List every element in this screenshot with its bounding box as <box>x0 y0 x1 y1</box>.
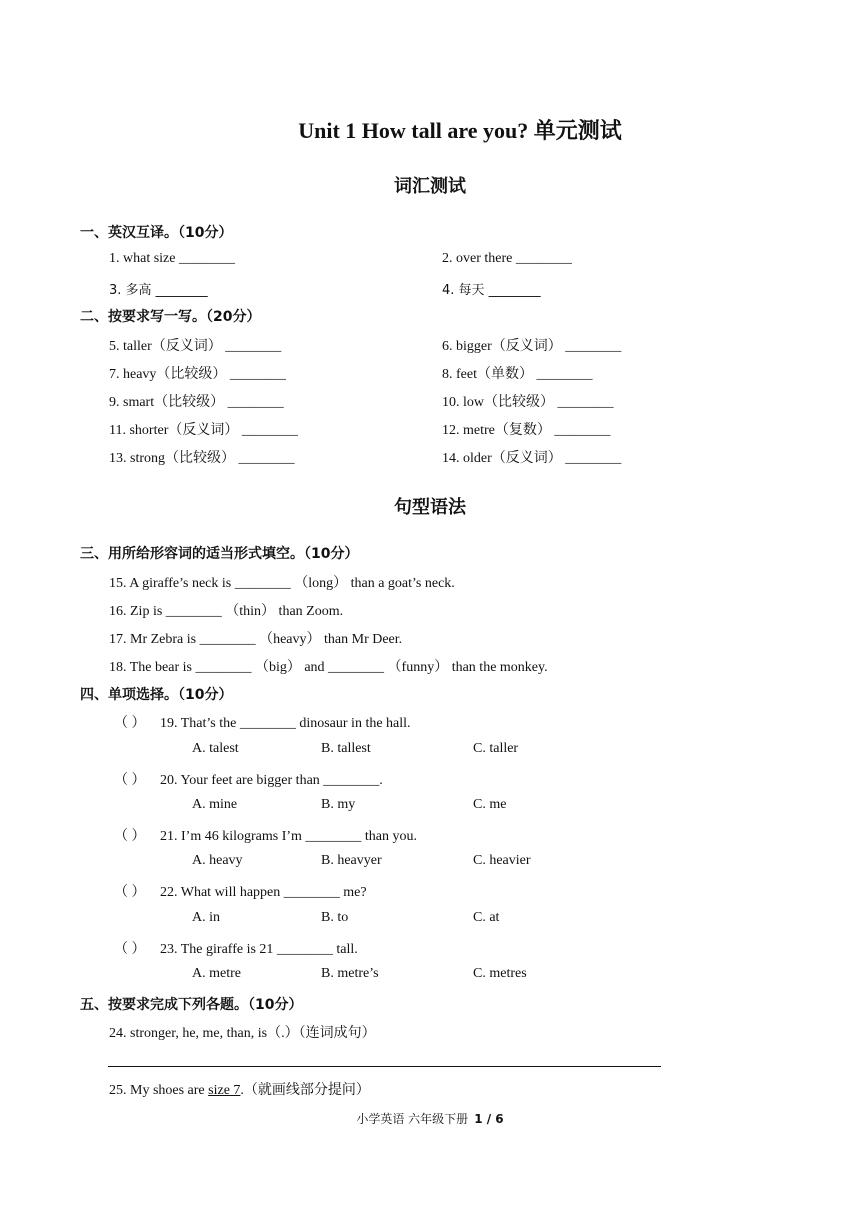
question-25-prefix: 25. My shoes are <box>109 1083 209 1098</box>
page-number: 1 / 6 <box>474 1112 504 1126</box>
answer-line <box>108 1066 661 1067</box>
answer-paren: （ ） <box>114 716 146 731</box>
q22-option-b: B. to <box>321 910 349 925</box>
q20-option-a: A. mine <box>192 797 238 812</box>
q21-option-a: A. heavy <box>192 853 243 868</box>
part-4-heading: 四、单项选择。（10分） <box>80 687 233 703</box>
question-13: 13. strong（比较级） ________ <box>109 451 295 466</box>
question-10: 10. low（比较级） ________ <box>442 395 614 410</box>
question-17: 17. Mr Zebra is ________ （heavy） than Mr Deer. <box>109 632 403 647</box>
question-18: 18. The bear is ________ （big） and ________ （funny） than the monkey. <box>109 660 548 675</box>
question-12: 12. metre（复数） ________ <box>442 423 611 438</box>
answer-paren: （ ） <box>114 885 146 900</box>
question-9: 9. smart（比较级） ________ <box>109 395 284 410</box>
q19-option-b: B. tallest <box>321 741 371 756</box>
q20-option-c: C. me <box>473 797 507 812</box>
choice-question-19 <box>114 712 411 732</box>
choice-question-22 <box>114 881 367 901</box>
q21-option-c: C. heavier <box>473 853 531 868</box>
q19-option-c: C. taller <box>473 741 519 756</box>
question-25 <box>109 1079 370 1099</box>
q23-option-a: A. metre <box>192 966 241 981</box>
question-6: 6. bigger（反义词） ________ <box>442 339 622 354</box>
q21-option-b: B. heavyer <box>321 853 382 868</box>
question-15: 15. A giraffe’s neck is ________ （long） than a goat’s neck. <box>109 576 455 591</box>
choice-question-23 <box>114 938 358 958</box>
question-11: 11. shorter（反义词） ________ <box>109 423 298 438</box>
part-1-heading: 一、英汉互译。（10分） <box>80 225 233 241</box>
q23-option-b: B. metre’s <box>321 966 379 981</box>
q23-option-c: C. metres <box>473 966 527 981</box>
section-vocab-title: 词汇测试 <box>394 176 466 197</box>
question-24: 24. stronger, he, me, than, is（.）（连词成句） <box>109 1026 376 1041</box>
page-title: Unit 1 How tall are you? 单元测试 <box>298 118 622 143</box>
question-21-text: 21. I’m 46 kilograms I’m ________ than you. <box>160 829 418 844</box>
part-5-heading: 五、按要求完成下列各题。（10分） <box>80 997 303 1013</box>
q22-option-a: A. in <box>192 910 220 925</box>
question-2: 2. over there ________ <box>442 251 572 266</box>
question-7: 7. heavy（比较级） ________ <box>109 367 286 382</box>
q20-option-b: B. my <box>321 797 356 812</box>
section-grammar-title: 句型语法 <box>394 497 466 518</box>
answer-paren: （ ） <box>114 773 146 788</box>
q22-option-c: C. at <box>473 910 500 925</box>
part-2-heading: 二、按要求写一写。（20分） <box>80 309 261 325</box>
footer-text: 小学英语 六年级下册 <box>356 1112 469 1126</box>
part-3-heading: 三、用所给形容词的适当形式填空。（10分） <box>80 546 359 562</box>
question-8: 8. feet（单数） ________ <box>442 367 593 382</box>
question-22-text: 22. What will happen ________ me? <box>160 885 367 900</box>
question-25-suffix: .（就画线部分提问） <box>240 1083 370 1098</box>
choice-question-20 <box>114 769 383 789</box>
question-5: 5. taller（反义词） ________ <box>109 339 282 354</box>
question-19-text: 19. That’s the ________ dinosaur in the hall. <box>160 716 411 731</box>
q19-option-a: A. talest <box>192 741 239 756</box>
question-16: 16. Zip is ________ （thin） than Zoom. <box>109 604 344 619</box>
question-1: 1. what size ________ <box>109 251 235 266</box>
question-25-underlined: size 7 <box>208 1083 241 1098</box>
question-4: 4. 每天 ________ <box>442 283 541 298</box>
answer-paren: （ ） <box>114 829 146 844</box>
question-23-text: 23. The giraffe is 21 ________ tall. <box>160 942 358 957</box>
question-20-text: 20. Your feet are bigger than ________. <box>160 773 383 788</box>
page-footer <box>0 1110 860 1127</box>
choice-question-21 <box>114 825 417 845</box>
question-14: 14. older（反义词） ________ <box>442 451 622 466</box>
question-3: 3. 多高 ________ <box>109 283 208 298</box>
answer-paren: （ ） <box>114 942 146 957</box>
